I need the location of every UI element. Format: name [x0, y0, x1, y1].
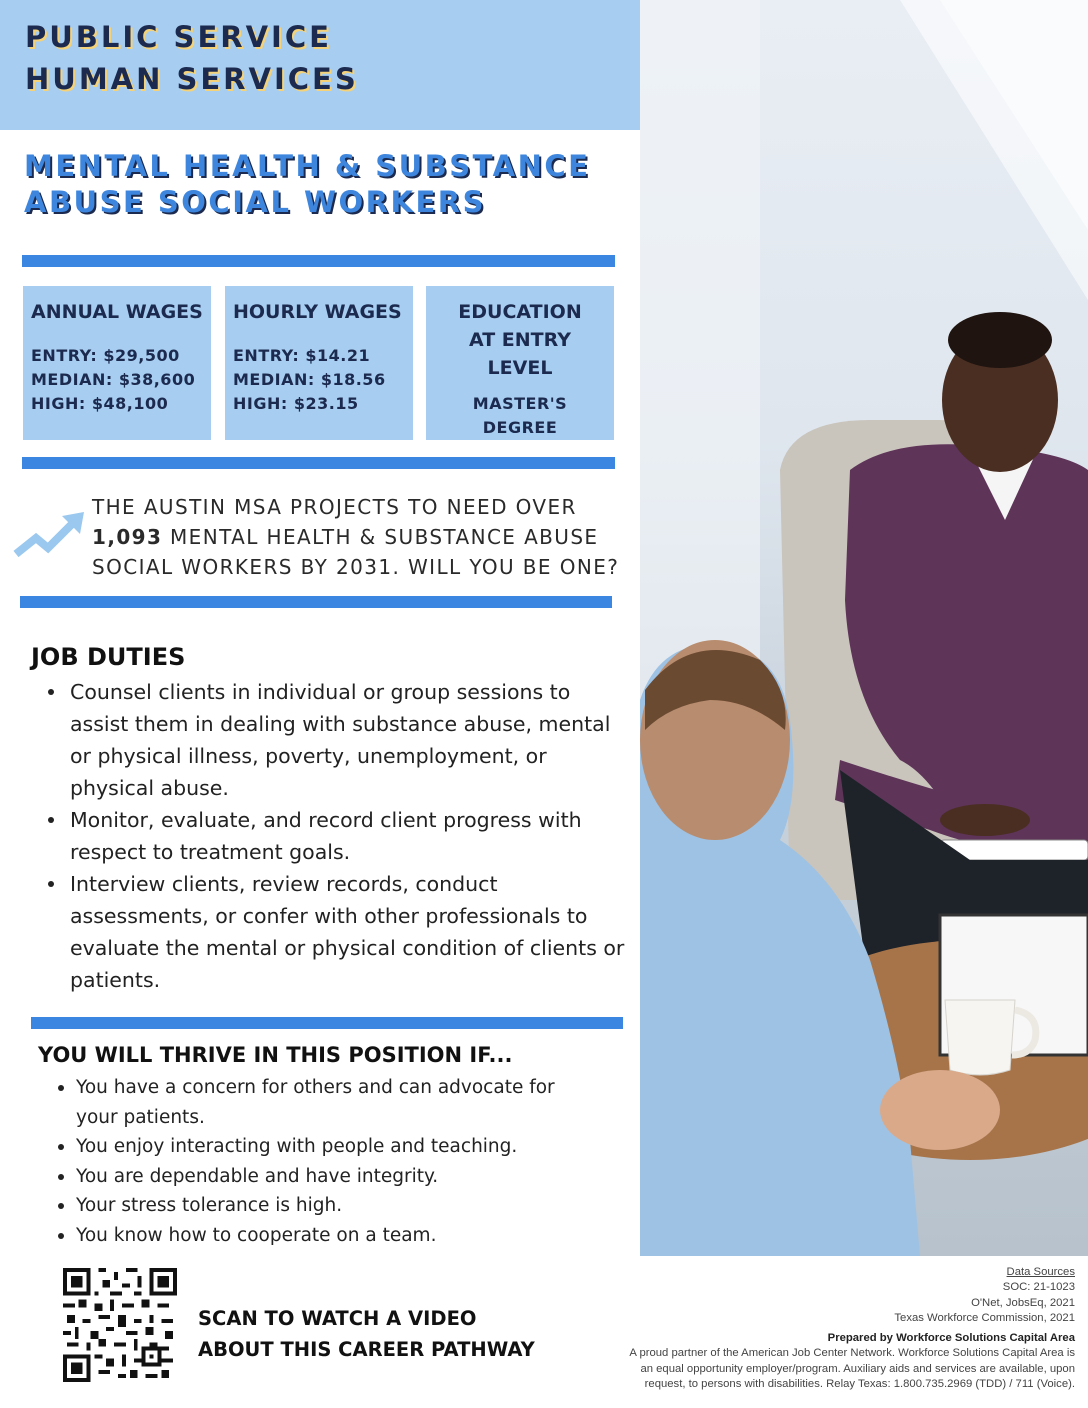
disclaimer-line-1: A proud partner of the American Job Center Network. Workforce Solutions Capital Area is	[629, 1347, 1075, 1360]
list-item: Your stress tolerance is high.	[76, 1191, 596, 1221]
subcategory-title: HUMAN SERVICES	[25, 62, 359, 96]
source-2: Texas Workforce Commission, 2021	[894, 1311, 1075, 1324]
annual-high-wage: HIGH: $48,100	[31, 394, 169, 413]
header-band	[0, 0, 640, 130]
education-value-1: MASTER'S	[472, 394, 568, 413]
photo-illustration	[640, 0, 1088, 1256]
divider-rule	[22, 457, 615, 469]
education-box	[426, 286, 614, 440]
hourly-high-wage: HIGH: $23.15	[233, 394, 359, 413]
list-item: You enjoy interacting with people and teaching.	[76, 1132, 596, 1162]
divider-rule	[20, 596, 612, 608]
qr-code-icon[interactable]	[63, 1268, 177, 1382]
projection-post: MENTAL HEALTH & SUBSTANCE ABUSE SOCIAL WORKERS BY 2031. WILL YOU BE ONE?	[92, 525, 620, 579]
scan-line-1: SCAN TO WATCH A VIDEO	[198, 1307, 477, 1330]
annual-median-wage: MEDIAN: $38,600	[31, 370, 196, 389]
projection-statement	[92, 492, 652, 582]
scan-video-caption	[198, 1303, 535, 1365]
prepared-by: Prepared by Workforce Solutions Capital Area	[827, 1332, 1075, 1345]
list-item: Interview clients, review records, conduct assessments, or confer with other professionals to evaluate the mental or physical condition of clients or patients.	[70, 868, 630, 996]
job-title: MENTAL HEALTH & SUBSTANCE ABUSE SOCIAL WORKERS	[24, 149, 591, 219]
counseling-session-photo	[640, 0, 1088, 1256]
source-1: O'Net, JobsEq, 2021	[971, 1296, 1075, 1309]
annual-wages-heading: ANNUAL WAGES	[31, 301, 203, 323]
hourly-wages-box	[225, 286, 413, 440]
annual-entry-wage: ENTRY: $29,500	[31, 346, 180, 365]
education-value-2: DEGREE	[482, 418, 558, 437]
scan-line-2: ABOUT THIS CAREER PATHWAY	[198, 1338, 535, 1361]
list-item: You know how to cooperate on a team.	[76, 1221, 596, 1251]
education-heading-2: AT ENTRY LEVEL	[469, 329, 571, 379]
annual-wages-box	[23, 286, 211, 440]
list-item: You are dependable and have integrity.	[76, 1162, 596, 1192]
thrive-list	[76, 1073, 596, 1250]
projection-pre: THE AUSTIN MSA PROJECTS TO NEED OVER	[92, 495, 577, 519]
list-item: Monitor, evaluate, and record client progress with respect to treatment goals.	[70, 804, 630, 868]
hourly-median-wage: MEDIAN: $18.56	[233, 370, 386, 389]
disclaimer-line-2: an equal opportunity employer/program. Auxiliary aids and services are available, upon	[640, 1362, 1075, 1375]
category-title: PUBLIC SERVICE	[25, 20, 332, 54]
divider-rule	[31, 1017, 623, 1029]
list-item: You have a concern for others and can advocate for your patients.	[76, 1073, 596, 1132]
disclaimer-line-3: request, to persons with disabilities. Relay Texas: 1.800.735.2969 (TDD) / 711 (Voice).	[644, 1378, 1075, 1391]
projection-count: 1,093	[92, 525, 163, 549]
list-item: Counsel clients in individual or group sessions to assist them in dealing with substance abuse, mental or physical illness, poverty, unemployment, or physical abuse.	[70, 676, 630, 804]
hourly-entry-wage: ENTRY: $14.21	[233, 346, 371, 365]
hourly-wages-heading: HOURLY WAGES	[233, 301, 402, 323]
job-duties-heading: JOB DUTIES	[31, 643, 186, 671]
trend-up-arrow-icon	[12, 510, 86, 560]
data-sources	[595, 1265, 1075, 1392]
divider-rule	[22, 255, 615, 267]
soc-code: SOC: 21-1023	[1002, 1281, 1075, 1294]
education-heading-1: EDUCATION	[458, 301, 582, 323]
thrive-heading: YOU WILL THRIVE IN THIS POSITION IF...	[38, 1043, 513, 1067]
job-duties-list	[70, 676, 630, 996]
sources-heading[interactable]: Data Sources	[1006, 1266, 1075, 1278]
